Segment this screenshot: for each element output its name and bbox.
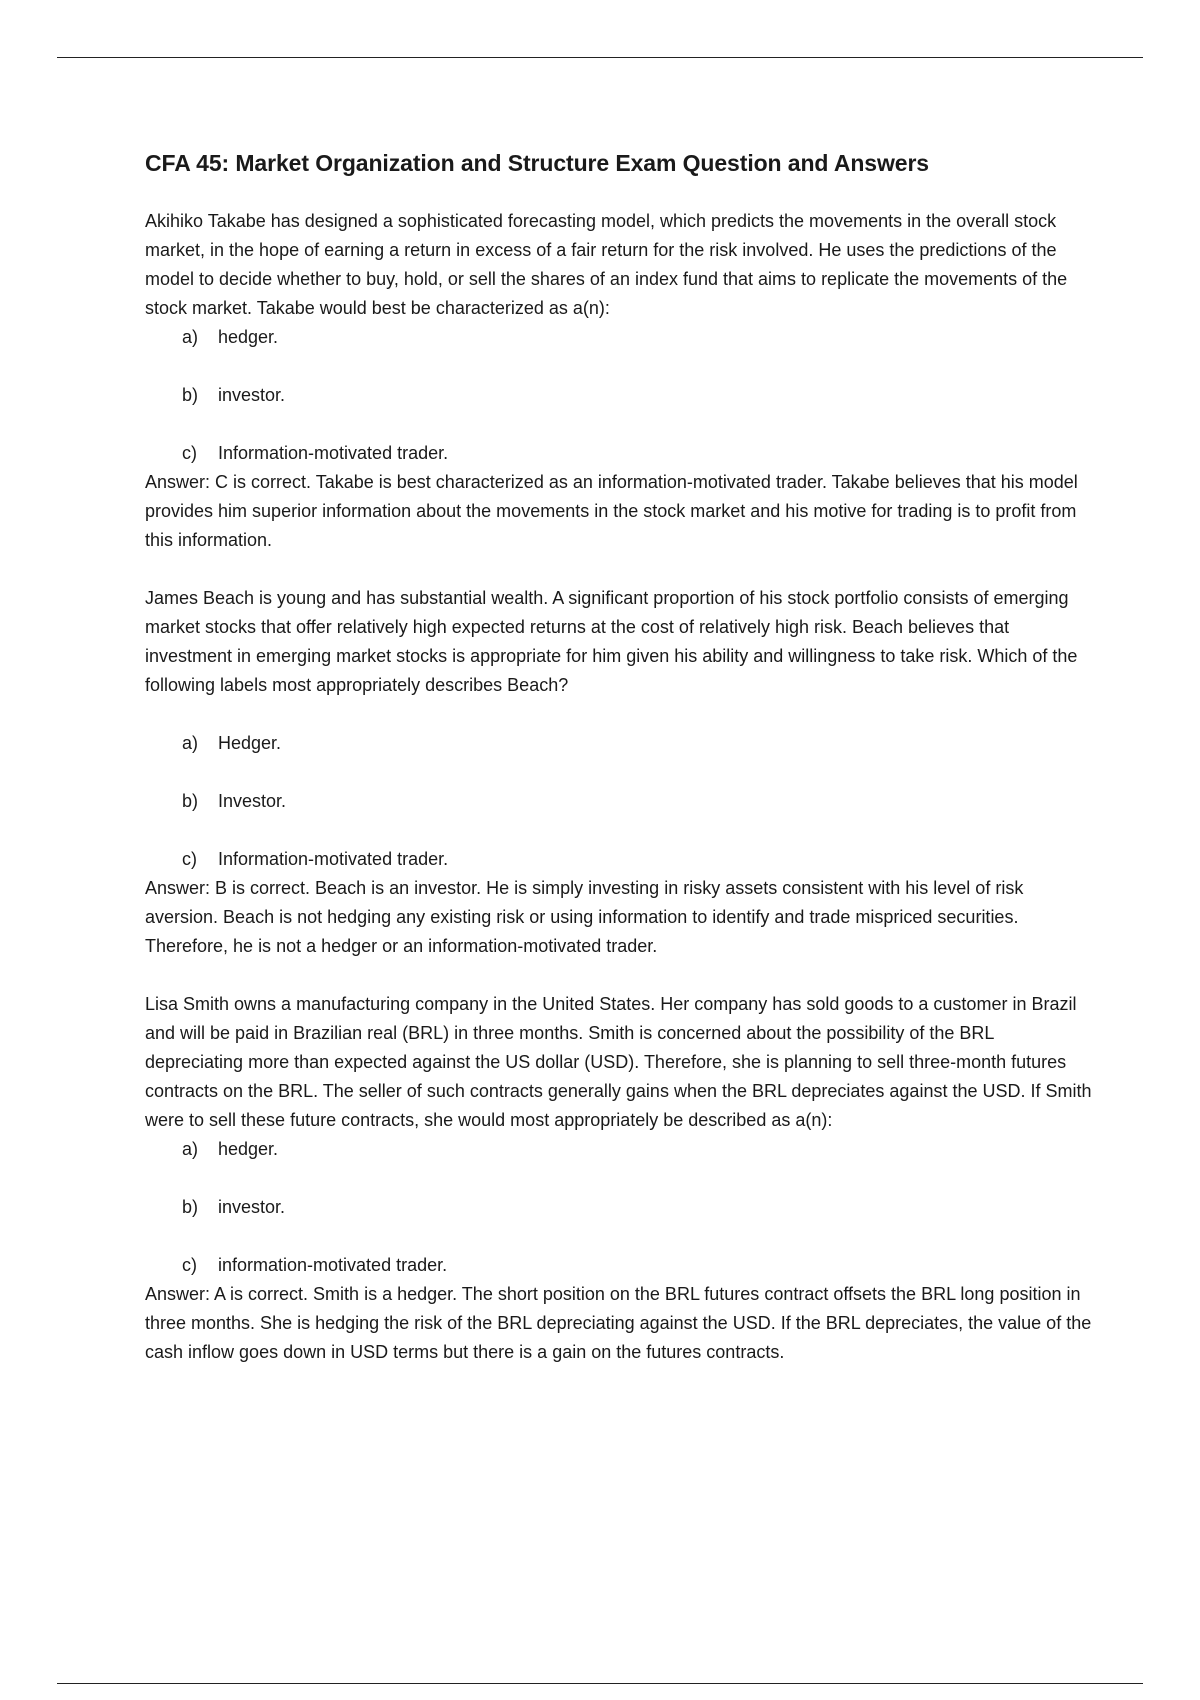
option-text: investor. <box>218 1197 286 1217</box>
answer-explanation: Answer: B is correct. Beach is an investor. He is simply investing in risky assets consistent with his level of risk aversion. Beach is not hedging any existing risk or using information to identify and trade mispriced securities. Therefore, he is not a hedger or an information-motivated trader. <box>145 878 1024 956</box>
option-letter: a) <box>182 1139 199 1159</box>
question-stem: Akihiko Takabe has designed a sophisticated forecasting model, which predicts the movements in the overall stock market, in the hope of earning a return in excess of a fair return for the risk involved. He uses the predictions of the model to decide whether to buy, hold, or sell the shares of an index fund that aims to replicate the movements of the stock market. Takabe would best be characterized as a(n): <box>145 211 1068 318</box>
question-2 <box>145 584 1095 961</box>
answer-options <box>145 323 1095 468</box>
option-letter: c) <box>182 849 197 869</box>
option-b <box>182 381 1095 410</box>
option-a <box>182 729 1095 758</box>
option-a <box>182 323 1095 352</box>
option-a <box>182 1135 1095 1164</box>
answer-explanation: Answer: C is correct. Takabe is best characterized as an information-motivated trader. Takabe believes that his model provides him superior information about the movements in the stock market and his motive for trading is to profit from this information. <box>145 472 1078 550</box>
question-stem: Lisa Smith owns a manufacturing company in the United States. Her company has sold goods to a customer in Brazil and will be paid in Brazilian real (BRL) in three months. Smith is concerned about the possibility of the BRL depreciating more than expected against the US dollar (USD). Therefore, she is planning to sell three-month futures contracts on the BRL. The seller of such contracts generally gains when the BRL depreciates against the USD. If Smith were to sell these future contracts, she would most appropriately be described as a(n): <box>145 994 1092 1130</box>
option-text: information-motivated trader. <box>218 1255 448 1275</box>
option-text: Information-motivated trader. <box>218 443 449 463</box>
answer-options <box>145 1135 1095 1280</box>
option-b <box>182 1193 1095 1222</box>
option-letter: b) <box>182 791 199 811</box>
option-letter: a) <box>182 733 199 753</box>
document-title: CFA 45: Market Organization and Structure Exam Question and Answers <box>145 150 929 176</box>
option-text: hedger. <box>218 1139 279 1159</box>
answer-explanation: Answer: A is correct. Smith is a hedger. The short position on the BRL futures contract offsets the BRL long position in three months. She is hedging the risk of the BRL depreciating against the USD. If the BRL depreciates, the value of the cash inflow goes down in USD terms but there is a gain on the futures contracts. <box>145 1284 1092 1362</box>
option-text: Investor. <box>218 791 287 811</box>
answer-options <box>145 729 1095 874</box>
option-c <box>182 845 1095 874</box>
option-text: Information-motivated trader. <box>218 849 449 869</box>
option-letter: b) <box>182 385 199 405</box>
option-letter: a) <box>182 327 199 347</box>
bottom-rule <box>57 1683 1143 1684</box>
option-letter: c) <box>182 443 197 463</box>
option-letter: b) <box>182 1197 199 1217</box>
option-c <box>182 1251 1095 1280</box>
option-c <box>182 439 1095 468</box>
question-3 <box>145 990 1095 1367</box>
option-text: hedger. <box>218 327 279 347</box>
option-text: Hedger. <box>218 733 282 753</box>
question-1 <box>145 207 1095 555</box>
option-letter: c) <box>182 1255 197 1275</box>
top-rule <box>57 57 1143 58</box>
question-stem: James Beach is young and has substantial wealth. A significant proportion of his stock portfolio consists of emerging market stocks that offer relatively high expected returns at the cost of relatively high risk. Beach believes that investment in emerging market stocks is appropriate for him given his ability and willingness to take risk. Which of the following labels most appropriately describes Beach? <box>145 588 1078 695</box>
document-body <box>145 146 1095 1396</box>
option-b <box>182 787 1095 816</box>
option-text: investor. <box>218 385 286 405</box>
